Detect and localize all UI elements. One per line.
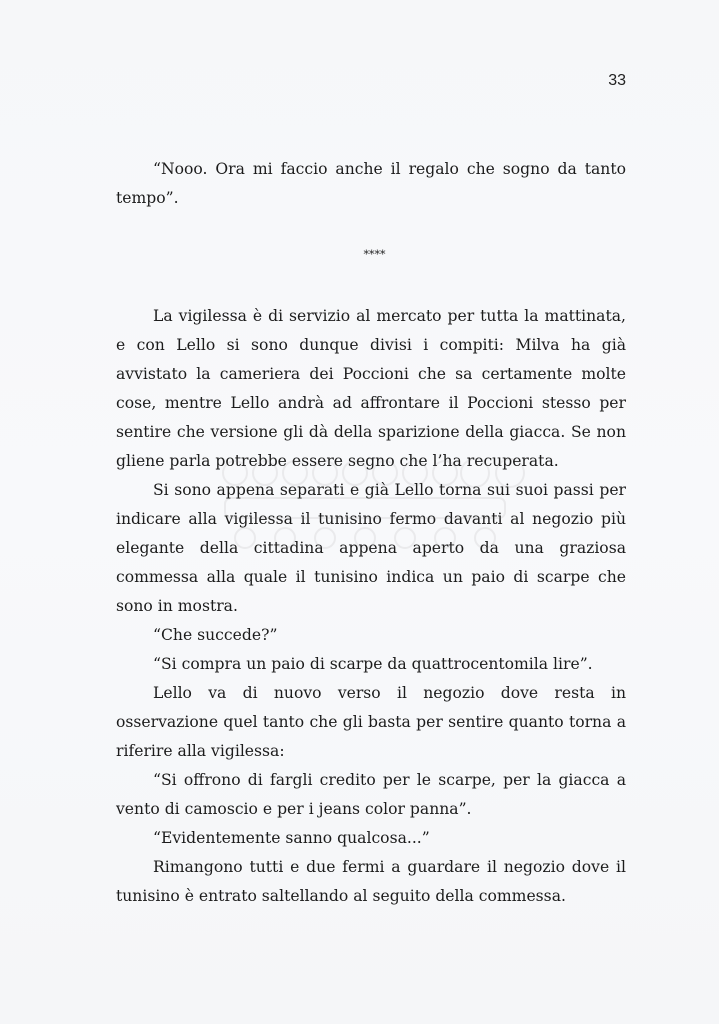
paragraph: Lello va di nuovo verso il negozio dove resta in osservazione quel tanto che gli basta per sentire quanto torna a riferire alla vigilessa:	[116, 684, 626, 760]
paragraph: “Che succede?”	[153, 626, 278, 644]
section-2	[116, 302, 626, 911]
paragraph: “Nooo. Ora mi faccio anche il regalo che sogno da tanto tempo”.	[116, 160, 626, 207]
paragraph: Rimangono tutti e due fermi a guardare il negozio dove il tunisino è entrato saltellando al seguito della commessa.	[116, 858, 626, 905]
paragraph: Si sono appena separati e già Lello torna sui suoi passi per indicare alla vigilessa il tunisino fermo davanti al negozio più elegante della cittadina appena aperto da una graziosa commessa alla quale il tunisino indica un paio di scarpe che sono in mostra.	[116, 481, 626, 615]
paragraph: La vigilessa è di servizio al mercato per tutta la mattinata, e con Lello si sono dunque divisi i compiti: Milva ha già avvistato la cameriera dei Poccioni che sa certamente molte cose, mentre Lello andrà ad affrontare il Poccioni stesso per sentire che versione gli dà della sparizione della giacca. Se non gliene parla potrebbe essere segno che l’ha recuperata.	[116, 307, 626, 470]
page-number: 33	[608, 72, 626, 89]
paragraph: “Si compra un paio di scarpe da quattrocentomila lire”.	[153, 655, 593, 673]
paragraph: “Evidentemente sanno qualcosa...”	[153, 829, 430, 847]
section-separator: ****	[363, 248, 386, 261]
paragraph: “Si offrono di fargli credito per le scarpe, per la giacca a vento di camoscio e per i jeans color panna”.	[116, 771, 626, 818]
section-1	[116, 155, 626, 213]
